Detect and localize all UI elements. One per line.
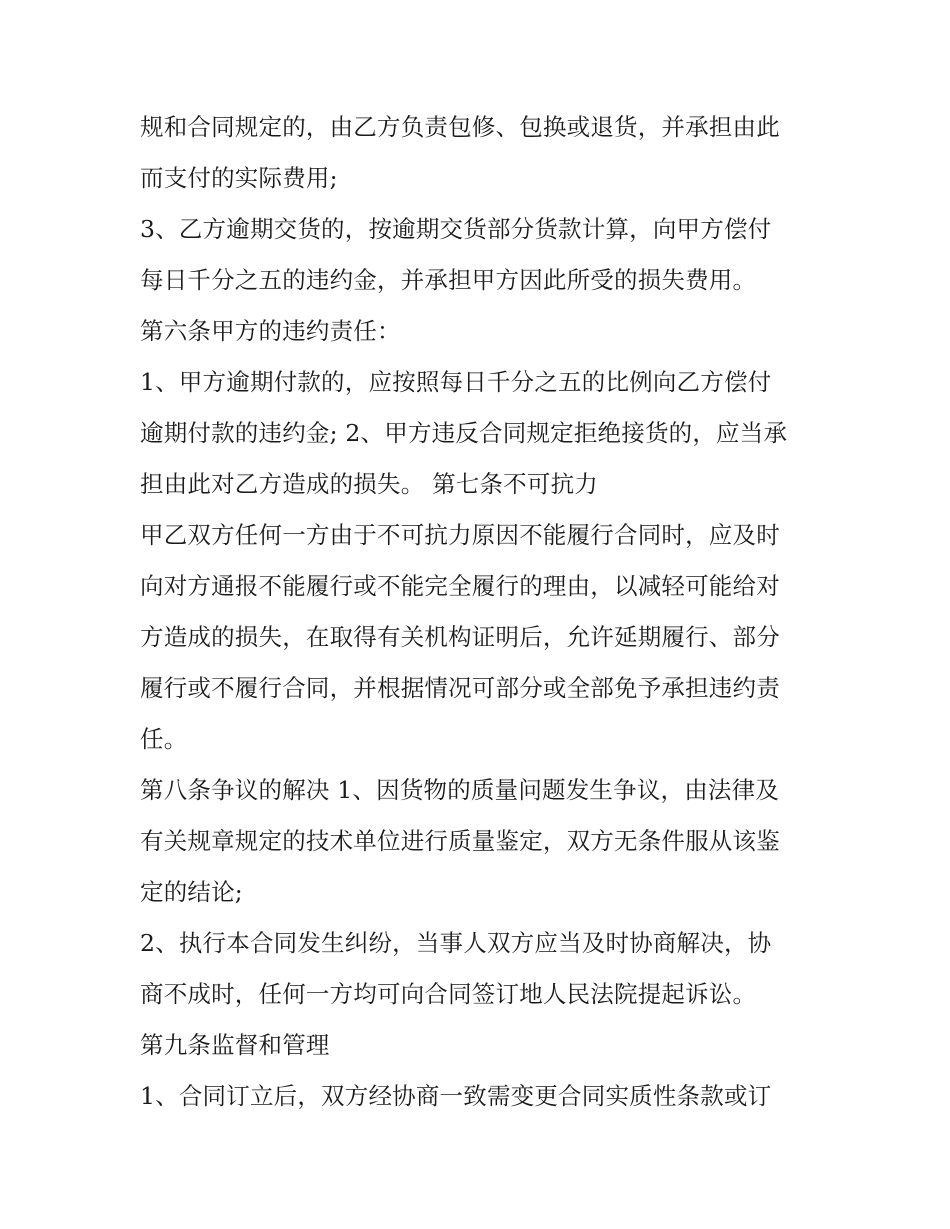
- text-line: 向对方通报不能履行或不能完全履行的理由，以减轻可能给对: [140, 572, 780, 600]
- text-line: 方造成的损失，在取得有关机构证明后，允许延期履行、部分: [140, 623, 780, 651]
- text-line: 商不成时，任何一方均可向合同签订地人民法院提起诉讼。: [140, 980, 757, 1008]
- section-heading: 第六条甲方的违约责任：: [140, 317, 401, 345]
- text-line: 履行或不履行合同，并根据情况可部分或全部免予承担违约责: [140, 674, 780, 702]
- text-line: 第八条争议的解决 1、因货物的质量问题发生争议，由法律及: [140, 776, 780, 804]
- text-line: 每日千分之五的违约金，并承担甲方因此所受的损失费用。: [140, 266, 757, 294]
- section-heading: 第九条监督和管理: [140, 1031, 330, 1059]
- text-line: 任。: [140, 725, 188, 753]
- text-line: 有关规章规定的技术单位进行质量鉴定，双方无条件服从该鉴: [140, 827, 780, 855]
- document-body: [140, 102, 820, 1122]
- text-line: 1、合同订立后，双方经协商一致需变更合同实质性条款或订: [140, 1082, 772, 1110]
- text-line: 逾期付款的违约金; 2、甲方违反合同规定拒绝接货的，应当承: [140, 419, 788, 447]
- text-line: 甲乙双方任何一方由于不可抗力原因不能履行合同时，应及时: [140, 521, 780, 549]
- text-line: 1、甲方逾期付款的，应按照每日千分之五的比例向乙方偿付: [140, 368, 772, 396]
- text-line: 定的结论;: [140, 878, 243, 906]
- text-line: 2、执行本合同发生纠纷，当事人双方应当及时协商解决，协: [140, 929, 772, 957]
- text-line: 而支付的实际费用;: [140, 164, 338, 192]
- text-line: 担由此对乙方造成的损失。 第七条不可抗力: [140, 470, 598, 498]
- text-line: 3、乙方逾期交货的，按逾期交货部分货款计算，向甲方偿付: [140, 215, 772, 243]
- text-line: 规和合同规定的，由乙方负责包修、包换或退货，并承担由此: [140, 113, 780, 141]
